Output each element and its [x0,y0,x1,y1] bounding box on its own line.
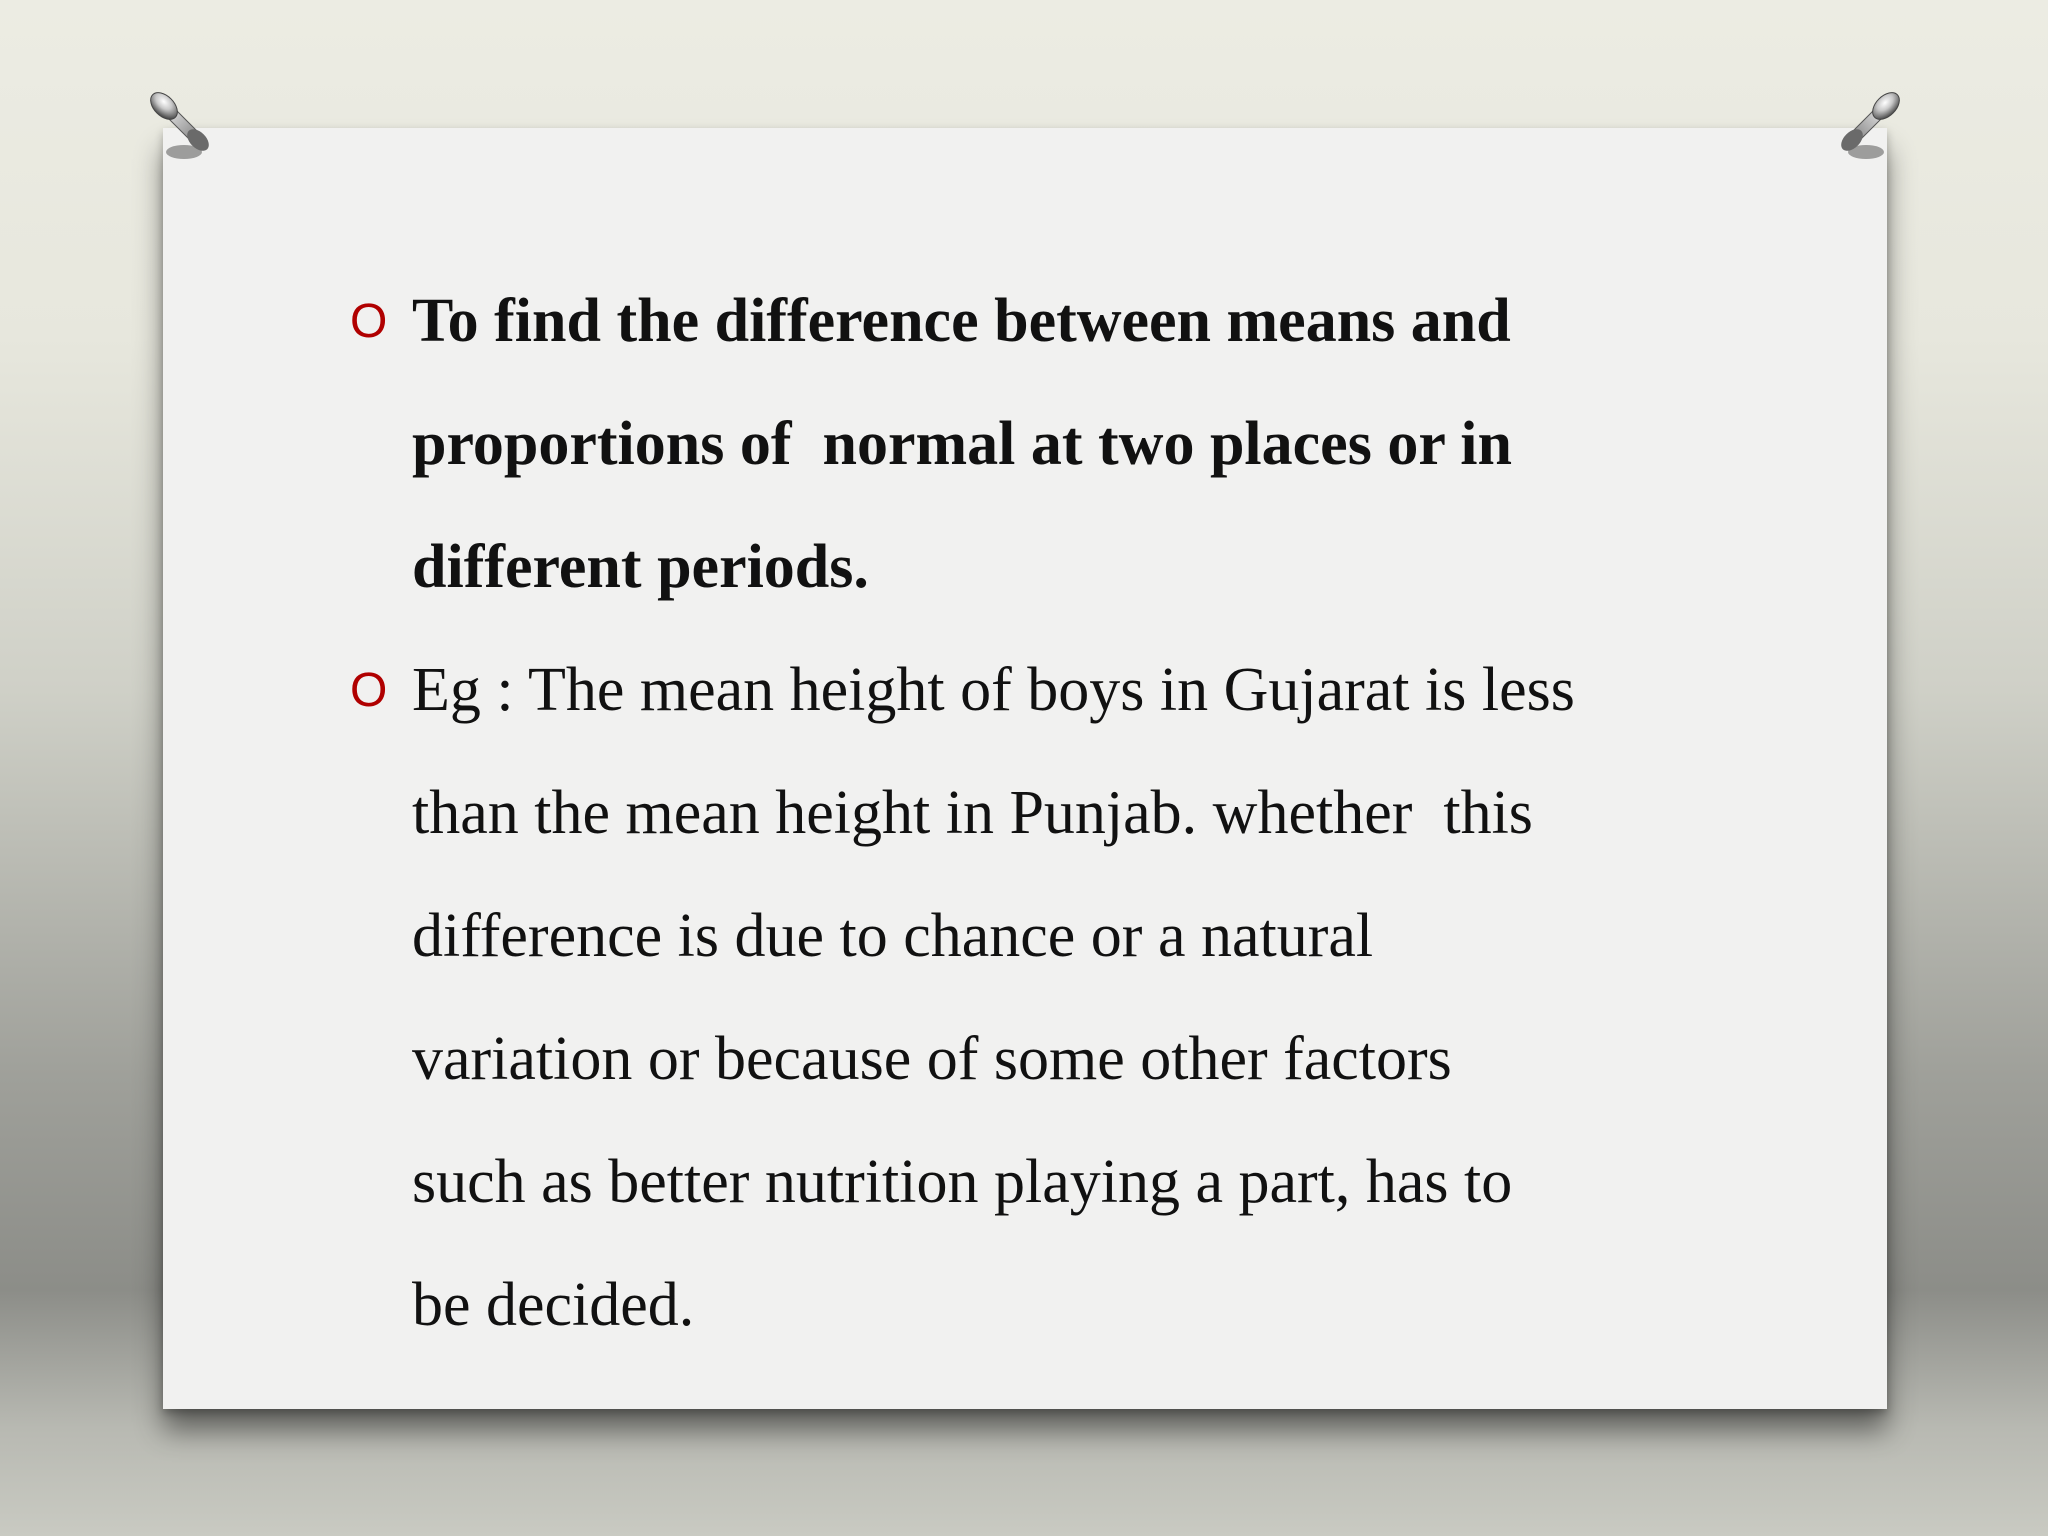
slide-content [350,260,1750,1367]
bullet-marker: O [350,664,388,717]
bullet-line: be decided. [412,1271,695,1339]
bullet-line: such as better nutrition playing a part, has to [412,1148,1513,1216]
bullet-text [412,260,1750,629]
bullet-line: different periods. [412,533,869,601]
bullet-line: variation or because of some other factors [412,1025,1452,1093]
pushpin-icon [1830,86,1910,166]
bullet-marker: O [350,295,388,348]
bullet-line: Eg : The mean height of boys in Gujarat is less [412,656,1575,724]
pushpin-icon [140,86,220,166]
bullet-text [412,629,1750,1367]
bullet-line: proportions of normal at two places or in [412,410,1512,478]
bullet-line: difference is due to chance or a natural [412,902,1374,970]
bullet-line: than the mean height in Punjab. whether this [412,779,1533,847]
bullet-line: To find the difference between means and [412,287,1511,355]
bullet-item [350,629,1750,1367]
bullet-item [350,260,1750,629]
